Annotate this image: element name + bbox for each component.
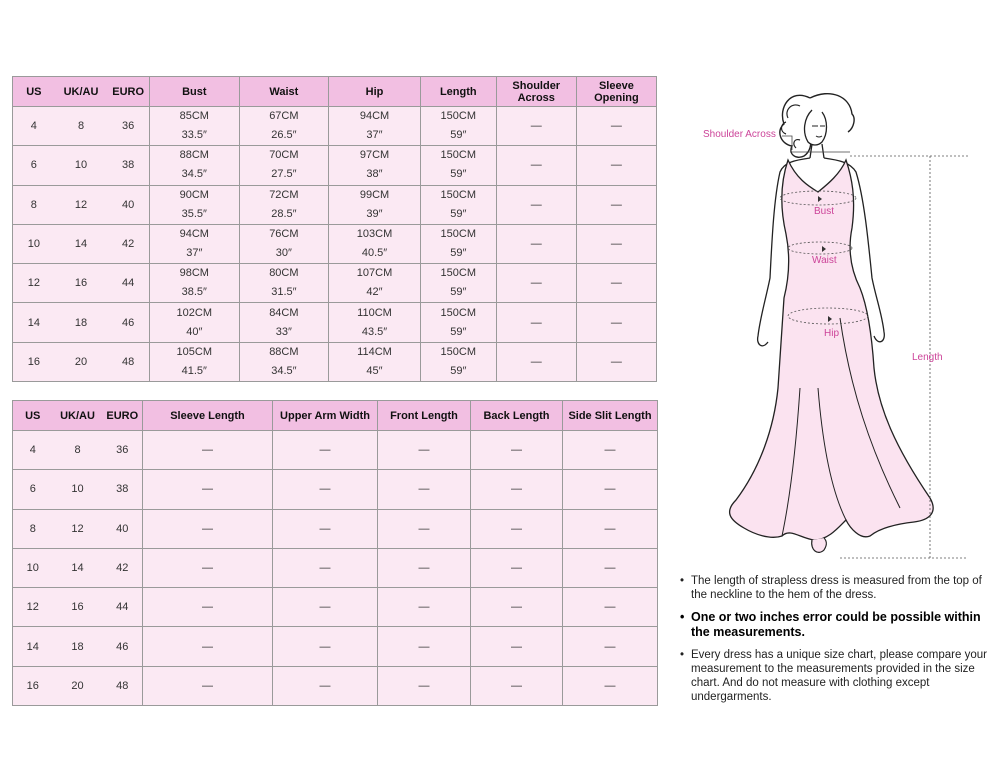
- waist-cell: [239, 264, 329, 303]
- hip-cell: [329, 264, 421, 303]
- dress-illustration: [730, 160, 934, 540]
- length-cell: [420, 342, 496, 381]
- size-euro: 42: [107, 224, 149, 263]
- size-us: 14: [13, 627, 53, 666]
- size-uk-au: 16: [53, 588, 103, 627]
- bullet-icon: •: [680, 649, 685, 661]
- header-sleeve-length: Sleeve Length: [143, 401, 273, 431]
- size-us: 16: [13, 342, 55, 381]
- size-us: 12: [13, 588, 53, 627]
- size-euro: 38: [107, 146, 149, 185]
- sleeve-opening-cell: —: [576, 303, 656, 342]
- hip-inches: 37″: [366, 129, 383, 142]
- length-cell: [420, 224, 496, 263]
- length-cm: 150CM: [440, 227, 477, 240]
- size-uk-au: 12: [55, 185, 108, 224]
- waist-cell: [239, 146, 329, 185]
- header-waist: Waist: [239, 77, 329, 107]
- size-uk-au: 8: [55, 107, 108, 146]
- waist-inches: 31.5″: [271, 286, 297, 299]
- table-row: [13, 627, 658, 666]
- size-uk-au: 14: [53, 548, 103, 587]
- size-euro: 44: [103, 588, 143, 627]
- sleeve-opening-cell: —: [576, 107, 656, 146]
- upper-arm-width-cell: —: [273, 470, 378, 509]
- bust-cell: [150, 107, 240, 146]
- table-row: [13, 431, 658, 470]
- bust-cell: [150, 146, 240, 185]
- size-euro: 44: [107, 264, 149, 303]
- length-inches: 59″: [450, 246, 467, 259]
- bust-cm: 88CM: [179, 149, 209, 162]
- front-length-cell: —: [378, 666, 471, 705]
- header-euro: EURO: [103, 401, 143, 431]
- waist-cm: 72CM: [269, 188, 299, 201]
- table-row: [13, 548, 658, 587]
- header-uk-au: UK/AU: [53, 401, 103, 431]
- sleeve-length-cell: —: [143, 588, 273, 627]
- waist-inches: 33″: [275, 325, 292, 338]
- bust-cm: 98CM: [179, 267, 209, 280]
- bust-cell: [150, 342, 240, 381]
- back-length-cell: —: [471, 666, 563, 705]
- length-inches: 59″: [450, 129, 467, 142]
- bust-cell: [150, 264, 240, 303]
- side-slit-length-cell: —: [563, 588, 658, 627]
- table-row: [13, 470, 658, 509]
- size-us: 6: [13, 146, 55, 185]
- sleeve-opening-cell: —: [576, 342, 656, 381]
- note-unique-chart: [680, 648, 992, 704]
- front-length-cell: —: [378, 627, 471, 666]
- size-chart-table-measurements: [12, 76, 657, 382]
- side-slit-length-cell: —: [563, 431, 658, 470]
- length-inches: 59″: [450, 168, 467, 181]
- size-us: 4: [13, 431, 53, 470]
- length-cm: 150CM: [440, 110, 477, 123]
- front-length-cell: —: [378, 588, 471, 627]
- back-length-cell: —: [471, 509, 563, 548]
- bust-inches: 40″: [186, 325, 203, 338]
- size-us: 12: [13, 264, 55, 303]
- hip-inches: 40.5″: [361, 246, 388, 259]
- upper-arm-width-cell: —: [273, 627, 378, 666]
- header-us: US: [13, 401, 53, 431]
- length-cell: [420, 264, 496, 303]
- bust-cell: [150, 303, 240, 342]
- front-length-cell: —: [378, 548, 471, 587]
- waist-cm: 88CM: [269, 345, 299, 358]
- back-length-cell: —: [471, 470, 563, 509]
- size-uk-au: 16: [55, 264, 108, 303]
- size-euro: 36: [107, 107, 149, 146]
- bullet-icon: •: [680, 610, 685, 624]
- size-uk-au: 18: [55, 303, 108, 342]
- shoulder-across-cell: —: [496, 264, 576, 303]
- header-sleeve-opening: Sleeve Opening: [576, 77, 656, 107]
- header-shoulder-across: Shoulder Across: [496, 77, 576, 107]
- label-shoulder-across: Shoulder Across: [703, 129, 776, 140]
- length-inches: 59″: [450, 286, 467, 299]
- hip-cm: 110CM: [357, 306, 392, 319]
- hip-cell: [329, 342, 421, 381]
- waist-cm: 80CM: [269, 267, 299, 280]
- size-us: 10: [13, 224, 55, 263]
- length-cell: [420, 146, 496, 185]
- waist-cm: 67CM: [269, 110, 299, 123]
- back-length-cell: —: [471, 588, 563, 627]
- hip-cm: 107CM: [356, 267, 393, 280]
- hip-cm: 103CM: [356, 227, 393, 240]
- bust-cm: 94CM: [179, 227, 209, 240]
- table-header-row: [13, 77, 657, 107]
- size-uk-au: 20: [53, 666, 103, 705]
- table-row: [13, 509, 658, 548]
- label-length: Length: [912, 352, 943, 363]
- table-body: [13, 107, 657, 382]
- size-euro: 40: [103, 509, 143, 548]
- waist-inches: 27.5″: [271, 168, 297, 181]
- size-uk-au: 12: [53, 509, 103, 548]
- sleeve-opening-cell: —: [576, 146, 656, 185]
- size-uk-au: 8: [53, 431, 103, 470]
- bust-inches: 33.5″: [181, 129, 207, 142]
- sleeve-length-cell: —: [143, 470, 273, 509]
- waist-inches: 30″: [275, 246, 292, 259]
- size-us: 6: [13, 470, 53, 509]
- hip-cell: [329, 107, 421, 146]
- table-row: [13, 107, 657, 146]
- length-cm: 150CM: [440, 188, 477, 201]
- waist-cell: [239, 185, 329, 224]
- table-row: [13, 303, 657, 342]
- waist-cm: 70CM: [269, 149, 299, 162]
- size-notes: [680, 574, 992, 712]
- size-euro: 36: [103, 431, 143, 470]
- shoulder-across-cell: —: [496, 303, 576, 342]
- bust-cell: [150, 185, 240, 224]
- size-us: 8: [13, 509, 53, 548]
- size-uk-au: 20: [55, 342, 108, 381]
- sleeve-opening-cell: —: [576, 224, 656, 263]
- shoulder-across-cell: —: [496, 107, 576, 146]
- hip-inches: 38″: [366, 168, 383, 181]
- back-length-cell: —: [471, 431, 563, 470]
- note-error-margin: [680, 610, 992, 640]
- table-row: [13, 146, 657, 185]
- length-cm: 150CM: [440, 306, 477, 319]
- hip-cell: [329, 303, 421, 342]
- back-length-cell: —: [471, 548, 563, 587]
- size-chart-table-lengths: [12, 400, 658, 706]
- shoulder-across-cell: —: [496, 146, 576, 185]
- bust-cm: 90CM: [179, 188, 209, 201]
- sleeve-opening-cell: —: [576, 264, 656, 303]
- shoulder-across-cell: —: [496, 224, 576, 263]
- table-row: [13, 666, 658, 705]
- hip-inches: 43.5″: [361, 325, 388, 338]
- side-slit-length-cell: —: [563, 627, 658, 666]
- face-illustration: [805, 110, 827, 145]
- shoulder-across-cell: —: [496, 185, 576, 224]
- length-cell: [420, 185, 496, 224]
- size-euro: 48: [107, 342, 149, 381]
- sleeve-length-cell: —: [143, 627, 273, 666]
- size-us: 16: [13, 666, 53, 705]
- upper-arm-width-cell: —: [273, 666, 378, 705]
- size-us: 8: [13, 185, 55, 224]
- note-text: One or two inches error could be possible within the measurements.: [691, 610, 981, 639]
- length-cm: 150CM: [440, 267, 477, 280]
- header-hip: Hip: [329, 77, 421, 107]
- length-inches: 59″: [450, 207, 467, 220]
- length-cm: 150CM: [440, 149, 477, 162]
- waist-inches: 28.5″: [271, 207, 297, 220]
- header-side-slit-length: Side Slit Length: [563, 401, 658, 431]
- table-body: [13, 431, 658, 706]
- note-strapless: [680, 574, 992, 602]
- bullet-icon: •: [680, 575, 685, 587]
- bust-cm: 105CM: [176, 345, 213, 358]
- length-cell: [420, 107, 496, 146]
- table-row: [13, 185, 657, 224]
- note-text: Every dress has a unique size chart, please compare your measurement to the measurements provided in the size chart. And do not measure with clothing except undergarments.: [691, 649, 987, 703]
- header-bust: Bust: [150, 77, 240, 107]
- length-cm: 150CM: [440, 345, 477, 358]
- sleeve-length-cell: —: [143, 666, 273, 705]
- waist-inches: 26.5″: [271, 129, 297, 142]
- size-euro: 38: [103, 470, 143, 509]
- bust-cell: [150, 224, 240, 263]
- front-length-cell: —: [378, 470, 471, 509]
- size-uk-au: 10: [53, 470, 103, 509]
- size-euro: 48: [103, 666, 143, 705]
- side-slit-length-cell: —: [563, 666, 658, 705]
- sleeve-opening-cell: —: [576, 185, 656, 224]
- back-length-cell: —: [471, 627, 563, 666]
- waist-cell: [239, 342, 329, 381]
- table-row: [13, 224, 657, 263]
- waist-cell: [239, 303, 329, 342]
- size-euro: 46: [103, 627, 143, 666]
- front-length-cell: —: [378, 431, 471, 470]
- size-uk-au: 10: [55, 146, 108, 185]
- sleeve-length-cell: —: [143, 509, 273, 548]
- size-us: 14: [13, 303, 55, 342]
- upper-arm-width-cell: —: [273, 548, 378, 587]
- side-slit-length-cell: —: [563, 470, 658, 509]
- size-euro: 42: [103, 548, 143, 587]
- bust-inches: 37″: [186, 246, 203, 259]
- hip-cell: [329, 185, 421, 224]
- label-waist: Waist: [812, 255, 837, 266]
- size-us: 4: [13, 107, 55, 146]
- sleeve-length-cell: —: [143, 431, 273, 470]
- header-upper-arm-width: Upper Arm Width: [273, 401, 378, 431]
- upper-arm-width-cell: —: [273, 509, 378, 548]
- bust-inches: 34.5″: [181, 168, 207, 181]
- upper-arm-width-cell: —: [273, 588, 378, 627]
- hip-cm: 99CM: [359, 188, 390, 201]
- dress-measurement-figure: [700, 88, 1000, 568]
- hip-cm: 97CM: [359, 149, 390, 162]
- bust-inches: 41.5″: [181, 364, 207, 377]
- front-length-cell: —: [378, 509, 471, 548]
- header-uk-au: UK/AU: [55, 77, 108, 107]
- header-us: US: [13, 77, 55, 107]
- label-hip: Hip: [824, 328, 840, 339]
- size-us: 10: [13, 548, 53, 587]
- hip-inches: 42″: [366, 286, 383, 299]
- waist-cm: 84CM: [269, 306, 299, 319]
- note-text: The length of strapless dress is measured from the top of the neckline to the hem of the dress.: [691, 575, 982, 601]
- hip-inches: 39″: [366, 207, 383, 220]
- upper-arm-width-cell: —: [273, 431, 378, 470]
- table-row: [13, 342, 657, 381]
- side-slit-length-cell: —: [563, 509, 658, 548]
- hip-cm: 94CM: [359, 110, 390, 123]
- hip-cell: [329, 146, 421, 185]
- shoulder-across-cell: —: [496, 342, 576, 381]
- length-inches: 59″: [450, 364, 467, 377]
- hip-cm: 114CM: [357, 345, 392, 358]
- size-uk-au: 14: [55, 224, 108, 263]
- waist-cell: [239, 224, 329, 263]
- bust-inches: 35.5″: [181, 207, 207, 220]
- length-inches: 59″: [450, 325, 467, 338]
- length-cell: [420, 303, 496, 342]
- size-uk-au: 18: [53, 627, 103, 666]
- side-slit-length-cell: —: [563, 548, 658, 587]
- label-bust: Bust: [814, 206, 835, 217]
- sleeve-length-cell: —: [143, 548, 273, 587]
- waist-cell: [239, 107, 329, 146]
- bust-cm: 102CM: [176, 306, 213, 319]
- bust-inches: 38.5″: [181, 286, 207, 299]
- waist-cm: 76CM: [269, 227, 299, 240]
- table-row: [13, 588, 658, 627]
- table-header-row: [13, 401, 658, 431]
- size-euro: 40: [107, 185, 149, 224]
- header-back-length: Back Length: [471, 401, 563, 431]
- waist-inches: 34.5″: [271, 364, 297, 377]
- header-length: Length: [420, 77, 496, 107]
- hip-cell: [329, 224, 421, 263]
- hip-inches: 45″: [366, 364, 383, 377]
- table-row: [13, 264, 657, 303]
- size-euro: 46: [107, 303, 149, 342]
- header-euro: EURO: [107, 77, 149, 107]
- bust-cm: 85CM: [179, 110, 209, 123]
- header-front-length: Front Length: [378, 401, 471, 431]
